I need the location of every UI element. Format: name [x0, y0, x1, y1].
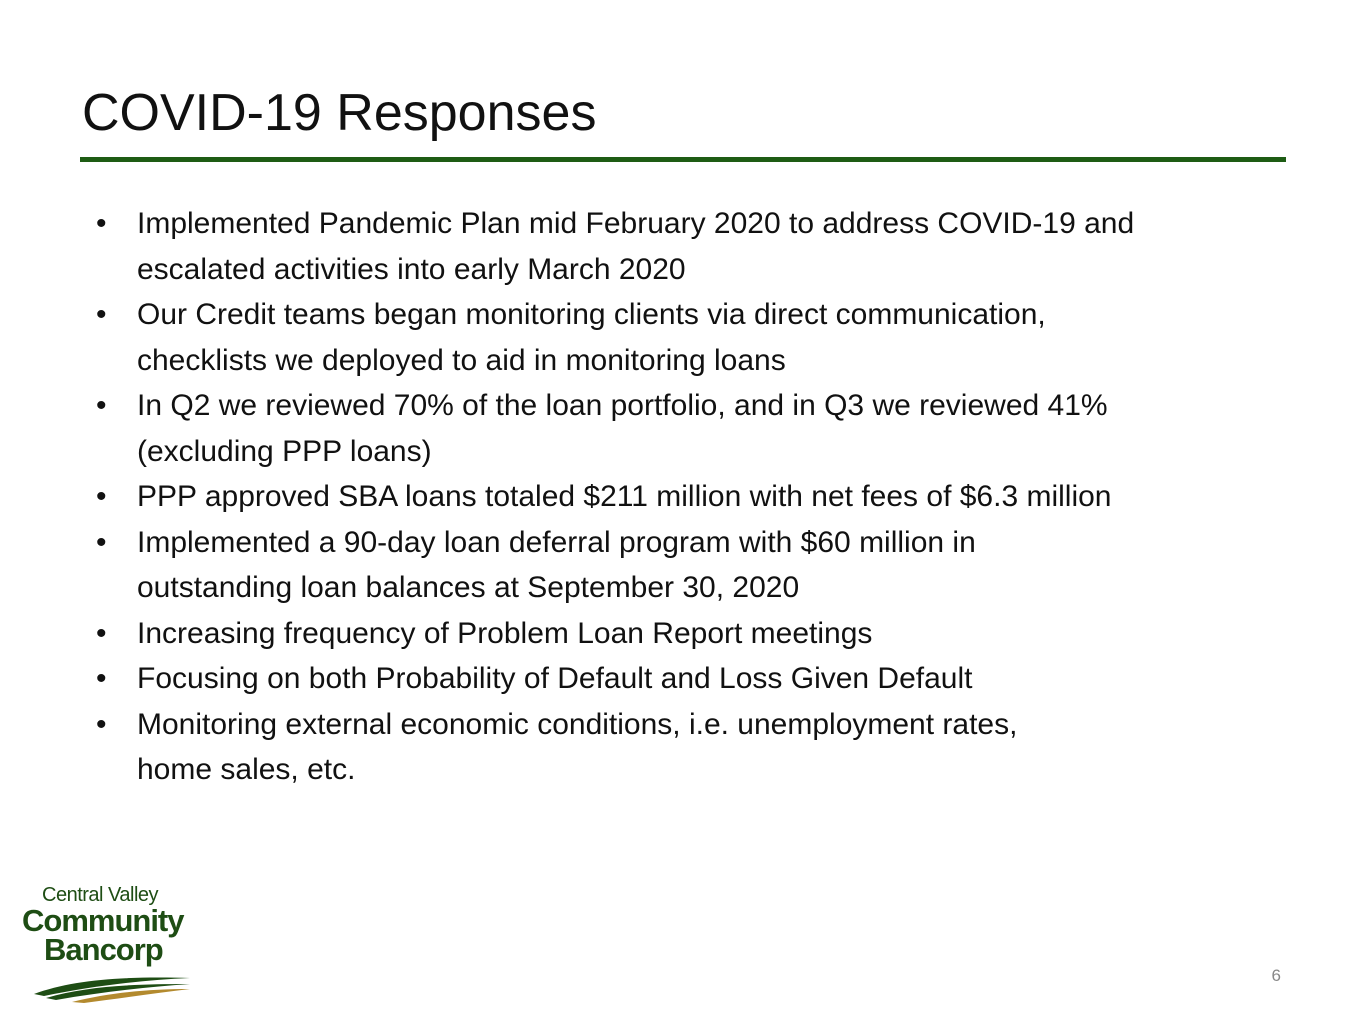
bullet-line: Focusing on both Probability of Default and Loss Given Default — [137, 662, 973, 695]
title-divider — [80, 157, 1286, 162]
bullet-dot-icon: • — [96, 480, 107, 513]
logo-text-community: Community — [22, 903, 184, 938]
bullet-item — [96, 520, 1286, 611]
bullet-line: outstanding loan balances at September 30, 2020 — [137, 571, 800, 604]
logo-text-central-valley: Central Valley — [42, 884, 159, 906]
bullet-dot-icon: • — [96, 525, 107, 559]
bullet-line: checklists we deployed to aid in monitoring loans — [137, 343, 786, 377]
bullet-line: home sales, etc. — [137, 753, 356, 786]
bullet-list — [96, 201, 1286, 793]
bullet-item — [96, 383, 1286, 474]
bullet-item — [96, 656, 1286, 702]
bullet-line: PPP approved SBA loans totaled $211 million with net fees of $6.3 million — [137, 480, 1112, 513]
bullet-item — [96, 201, 1286, 292]
field-swoosh-icon — [32, 974, 192, 1004]
bullet-item — [96, 292, 1286, 383]
company-logo — [22, 884, 200, 1012]
bullet-item — [96, 702, 1286, 793]
bullet-line: Increasing frequency of Problem Loan Report meetings — [137, 616, 873, 650]
bullet-line: Monitoring external economic conditions, i.e. unemployment rates, — [137, 707, 1018, 741]
bullet-line: Implemented a 90-day loan deferral program with $60 million in — [137, 525, 976, 559]
bullet-dot-icon: • — [96, 207, 107, 240]
bullet-line: In Q2 we reviewed 70% of the loan portfolio, and in Q3 we reviewed 41% — [137, 389, 1108, 422]
bullet-dot-icon: • — [96, 616, 107, 650]
slide-title: COVID-19 Responses — [82, 84, 597, 142]
page-number: 6 — [1271, 966, 1281, 985]
bullet-item — [96, 474, 1286, 520]
bullet-item — [96, 611, 1286, 657]
bullet-line: Our Credit teams began monitoring clients via direct communication, — [137, 298, 1046, 331]
bullet-dot-icon: • — [96, 389, 107, 422]
bullet-dot-icon: • — [96, 707, 107, 741]
logo-text-bancorp: Bancorp — [44, 932, 163, 967]
bullet-dot-icon: • — [96, 298, 107, 331]
bullet-line: (excluding PPP loans) — [137, 434, 432, 468]
bullet-line: escalated activities into early March 2020 — [137, 252, 686, 286]
bullet-line: Implemented Pandemic Plan mid February 2020 to address COVID-19 and — [137, 207, 1135, 240]
bullet-dot-icon: • — [96, 662, 107, 695]
